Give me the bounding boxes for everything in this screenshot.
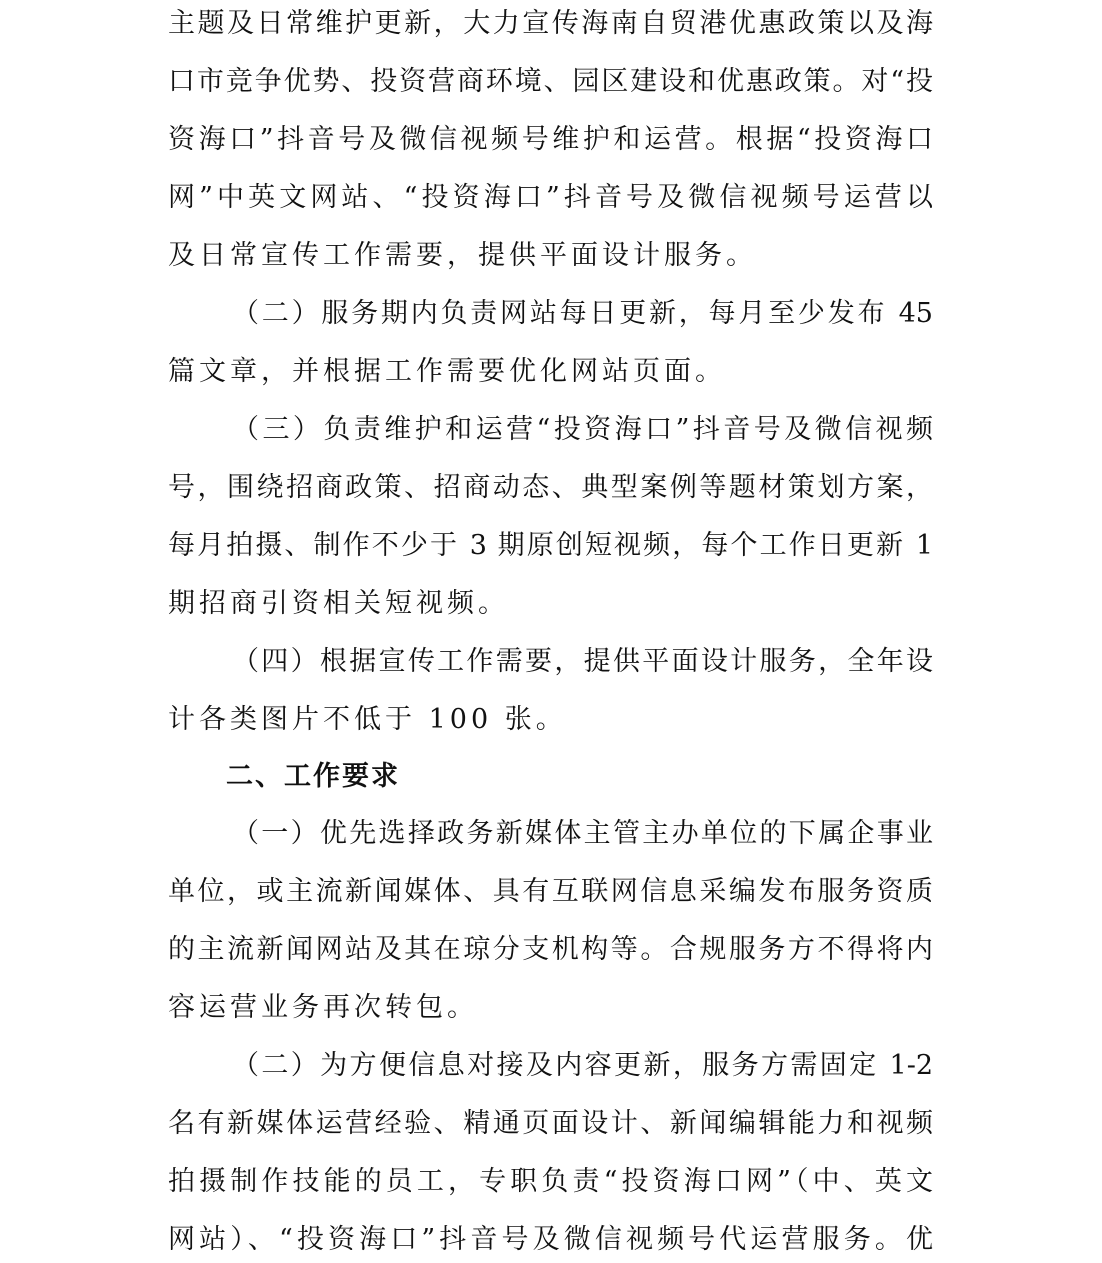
requirement-2-line: 名有新媒体运营经验、精通页面设计、新闻编辑能力和视频	[168, 1108, 933, 1139]
paragraph-item-3-line: 期招商引资相关短视频。	[168, 588, 509, 619]
paragraph-item-3-line: （三）负责维护和运营“投资海口”抖音号及微信视频	[232, 414, 933, 445]
paragraph-line: 资海口”抖音号及微信视频号维护和运营。根据“投资海口	[168, 124, 933, 155]
requirement-1-line: （一）优先选择政务新媒体主管主办单位的下属企事业	[232, 818, 933, 849]
paragraph-line: 口市竞争优势、投资营商环境、园区建设和优惠政策。对“投	[168, 66, 933, 97]
requirement-2-line: （二）为方便信息对接及内容更新，服务方需固定 1-2	[232, 1050, 933, 1081]
requirement-1-line: 的主流新闻网站及其在琼分支机构等。合规服务方不得将内	[168, 934, 933, 965]
paragraph-line: 主题及日常维护更新，大力宣传海南自贸港优惠政策以及海	[168, 8, 933, 39]
paragraph-line: 网”中英文网站、“投资海口”抖音号及微信视频号运营以	[168, 182, 933, 213]
paragraph-line: 及日常宣传工作需要，提供平面设计服务。	[168, 240, 757, 271]
paragraph-item-4-line: 计各类图片不低于 100 张。	[168, 704, 567, 735]
section-heading: 二、工作要求	[226, 761, 400, 792]
paragraph-item-4-line: （四）根据宣传工作需要，提供平面设计服务，全年设	[232, 646, 933, 677]
requirement-2-line: 拍摄制作技能的员工，专职负责“投资海口网”（中、英文	[168, 1166, 933, 1197]
requirement-2-line: 网站）、“投资海口”抖音号及微信视频号代运营服务。优	[168, 1224, 933, 1255]
paragraph-item-3-line: 每月拍摄、制作不少于 3 期原创短视频，每个工作日更新 1	[168, 530, 933, 561]
paragraph-item-2-line: （二）服务期内负责网站每日更新，每月至少发布 45	[232, 298, 933, 329]
requirement-1-line: 单位，或主流新闻媒体、具有互联网信息采编发布服务资质	[168, 876, 933, 907]
requirement-1-line: 容运营业务再次转包。	[168, 992, 478, 1023]
paragraph-item-3-line: 号，围绕招商政策、招商动态、典型案例等题材策划方案，	[168, 472, 933, 503]
paragraph-item-2-line: 篇文章，并根据工作需要优化网站页面。	[168, 356, 726, 387]
